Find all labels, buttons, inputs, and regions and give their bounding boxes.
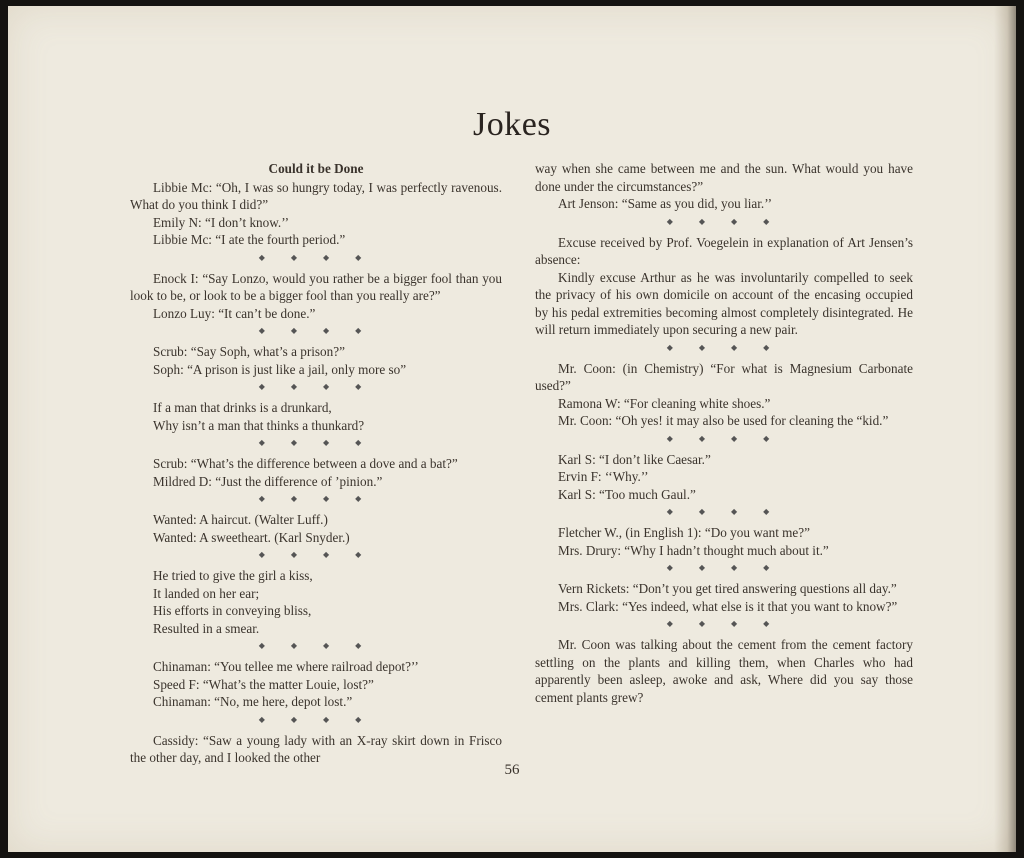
joke-separator: ◆ ◆ ◆ ◆ bbox=[666, 342, 782, 352]
joke-line: Mr. Coon: (in Chemistry) “For what is Magnesium Carbonate used?” bbox=[535, 360, 913, 393]
joke-line: Why isn’t a man that thinks a thunkard? bbox=[153, 417, 365, 433]
joke-line: Ervin F: ‘‘Why.’’ bbox=[558, 469, 649, 484]
joke-line: He tried to give the girl a kiss, bbox=[153, 568, 313, 583]
book-page bbox=[8, 6, 1016, 852]
joke-line: Libbie Mc: “Oh, I was so hungry today, I was perfectly ravenous. What do you think I did?” bbox=[130, 179, 502, 212]
joke-separator: ◆ ◆ ◆ ◆ bbox=[258, 438, 374, 447]
joke-line: Speed F: “What’s the matter Louie, lost?” bbox=[153, 676, 374, 692]
joke-line: Karl S: “I don’t like Caesar.” bbox=[558, 451, 711, 467]
joke-line: Fletcher W., (in English 1): “Do you want me?” bbox=[558, 525, 810, 540]
joke-line: Mrs. Drury: “Why I hadn’t thought much about it.” bbox=[558, 542, 829, 558]
joke-line: Ramona W: “For cleaning white shoes.” bbox=[558, 395, 771, 411]
joke-line: Kindly excuse Arthur as he was involuntarily compelled to seek the privacy of his own domicile on account of the encasing occupied by his pedal extremities becoming almost completely disintegrated. He will return immediately upon securing a new pair. bbox=[535, 269, 913, 337]
joke-line: If a man that drinks is a drunkard, bbox=[153, 400, 332, 415]
joke-separator: ◆ ◆ ◆ ◆ bbox=[258, 641, 374, 650]
joke-separator: ◆ ◆ ◆ ◆ bbox=[666, 433, 782, 443]
joke-line: Emily N: “I don’t know.’’ bbox=[153, 214, 290, 230]
joke-separator: ◆ ◆ ◆ ◆ bbox=[258, 494, 374, 503]
joke-line: His efforts in conveying bliss, bbox=[153, 603, 312, 618]
joke-separator: ◆ ◆ ◆ ◆ bbox=[666, 507, 782, 516]
joke-line: Scrub: “Say Soph, what’s a prison?” bbox=[153, 344, 345, 359]
joke-line: Scrub: “What’s the difference between a dove and a bat?” bbox=[153, 456, 458, 471]
joke-separator: ◆ ◆ ◆ ◆ bbox=[666, 619, 782, 628]
joke-line: Enock I: “Say Lonzo, would you rather be a bigger fool than you look to be, or look to be a bigger fool than you really are?” bbox=[130, 270, 502, 303]
joke-line: Libbie Mc: “I ate the fourth period.” bbox=[153, 232, 346, 247]
joke-line: Wanted: A sweetheart. (Karl Snyder.) bbox=[153, 529, 350, 545]
joke-separator: ◆ ◆ ◆ ◆ bbox=[258, 550, 374, 559]
joke-line: Mildred D: “Just the difference of ’pinion.” bbox=[153, 473, 383, 489]
joke-separator: ◆ ◆ ◆ ◆ bbox=[666, 216, 782, 226]
joke-separator: ◆ ◆ ◆ ◆ bbox=[258, 382, 374, 391]
joke-separator: ◆ ◆ ◆ ◆ bbox=[258, 252, 374, 262]
joke-line: Art Jenson: “Same as you did, you liar.’’ bbox=[558, 196, 773, 211]
joke-line: Lonzo Luy: “It can’t be done.” bbox=[153, 305, 316, 321]
left-column bbox=[130, 160, 502, 767]
joke-line: Wanted: A haircut. (Walter Luff.) bbox=[153, 512, 328, 527]
joke-separator: ◆ ◆ ◆ ◆ bbox=[666, 563, 782, 572]
page-number: 56 bbox=[504, 762, 520, 778]
joke-line: Karl S: “Too much Gaul.” bbox=[558, 486, 696, 502]
joke-line: way when she came between me and the sun. What would you have done under the circumstances?” bbox=[535, 161, 913, 194]
joke-line: Mr. Coon was talking about the cement from the cement factory settling on the plants and killing them, when Charles who had apparently been asleep, awoke and ask, Where did you say those cement plants grew? bbox=[535, 637, 913, 705]
joke-line: Excuse received by Prof. Voegelein in explanation of Art Jensen’s absence: bbox=[535, 234, 913, 267]
joke-line: Mrs. Clark: “Yes indeed, what else is it that you want to know?” bbox=[558, 598, 898, 614]
joke-line: Chinaman: “No, me here, depot lost.” bbox=[153, 694, 353, 709]
section-heading: Could it be Done bbox=[268, 161, 364, 176]
joke-line: It landed on her ear; bbox=[153, 585, 260, 601]
right-column bbox=[535, 160, 913, 706]
joke-line: Chinaman: “You tellee me where railroad depot?’’ bbox=[153, 659, 419, 674]
joke-line: Mr. Coon: “Oh yes! it may also be used for cleaning the “kid.” bbox=[558, 413, 889, 428]
joke-separator: ◆ ◆ ◆ ◆ bbox=[258, 326, 374, 335]
joke-line: Resulted in a smear. bbox=[153, 620, 260, 636]
joke-line: Cassidy: “Saw a young lady with an X-ray skirt down in Frisco the other day, and I looked the other bbox=[130, 732, 502, 765]
joke-line: Soph: “A prison is just like a jail, only more so” bbox=[153, 361, 407, 377]
joke-line: Vern Rickets: “Don’t you get tired answering questions all day.” bbox=[558, 581, 897, 596]
joke-separator: ◆ ◆ ◆ ◆ bbox=[258, 714, 374, 724]
page-title: Jokes bbox=[472, 106, 552, 143]
